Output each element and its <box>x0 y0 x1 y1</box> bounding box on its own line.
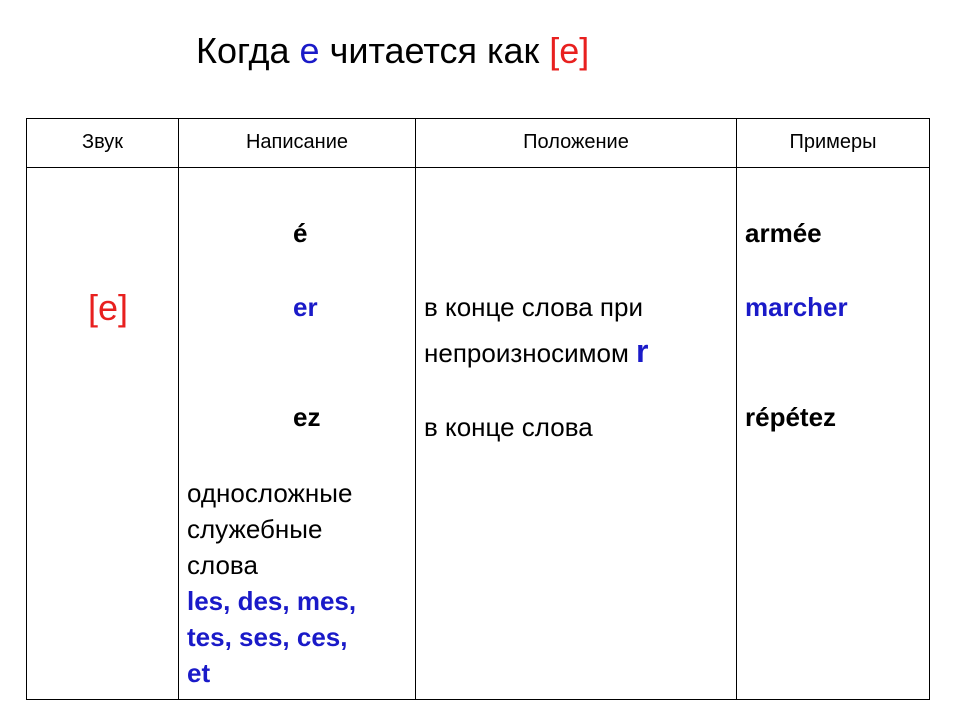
function-words-line3: et <box>187 658 211 688</box>
column-divider <box>736 119 737 699</box>
header-position: Положение <box>523 131 629 153</box>
header-examples: Примеры <box>789 131 877 153</box>
column-divider <box>415 119 416 699</box>
position-ez: в конце слова <box>424 412 593 442</box>
column-divider <box>178 119 179 699</box>
spelling-ez: ez <box>293 402 321 432</box>
example-marcher: marcher <box>745 292 848 322</box>
spelling-monosyllabic-line2: служебные <box>187 514 323 544</box>
spelling-monosyllabic-line1: односложные <box>187 478 353 508</box>
pronunciation-table <box>26 118 930 700</box>
position-er-text: непроизносимом <box>424 338 637 368</box>
header-divider <box>27 167 929 168</box>
example-armee: armée <box>745 218 822 248</box>
spelling-monosyllabic-line3: слова <box>187 550 258 580</box>
title-sound: [e] <box>549 30 590 71</box>
header-spelling: Написание <box>245 131 349 153</box>
spelling-e-acute: é <box>293 218 308 248</box>
function-words-line2: tes, ses, ces, <box>187 622 348 652</box>
position-er-line1: в конце слова при <box>424 292 643 322</box>
title-middle: читается как <box>319 30 550 71</box>
page-title <box>196 26 589 76</box>
sound-symbol: [e] <box>88 287 129 328</box>
title-letter: e <box>299 30 320 71</box>
spelling-er: er <box>293 292 318 322</box>
example-repetez: répétez <box>745 402 837 432</box>
function-words-line1: les, des, mes, <box>187 586 357 616</box>
silent-r-letter: r <box>636 333 649 369</box>
title-prefix: Когда <box>196 30 300 71</box>
header-sound: Звук <box>81 131 123 153</box>
position-er-line2 <box>424 333 649 371</box>
